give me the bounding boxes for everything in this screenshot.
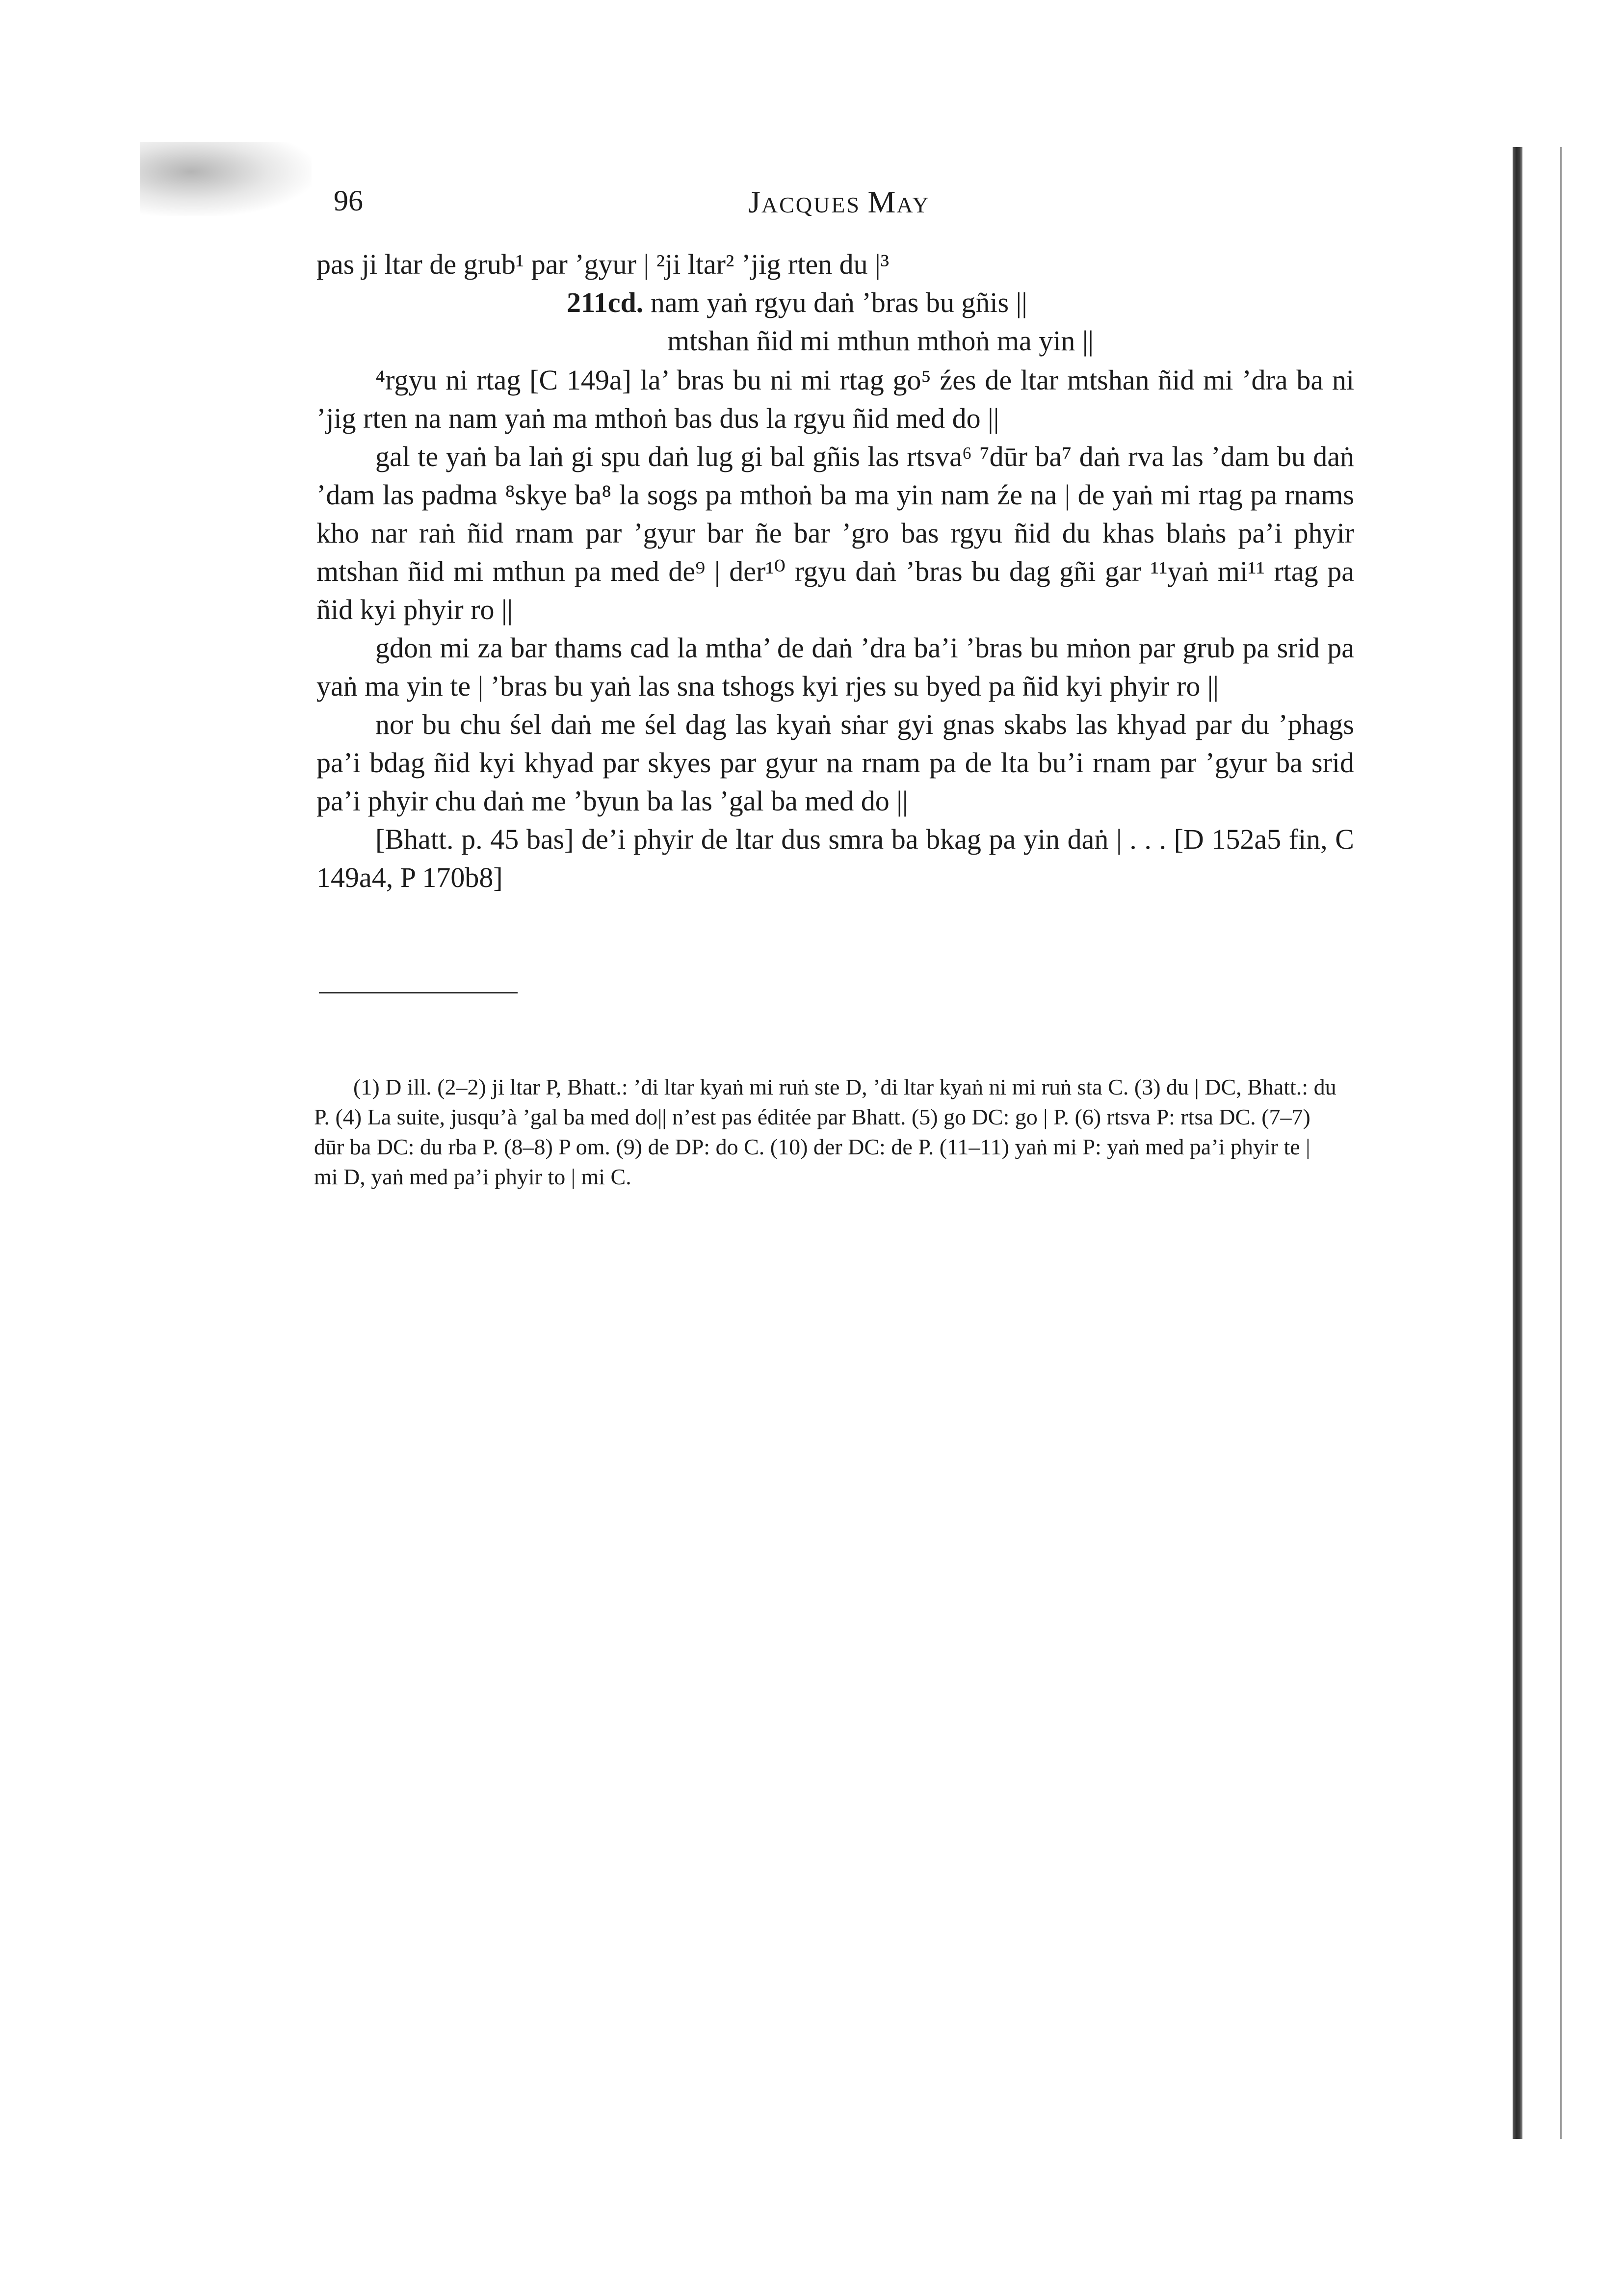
- verse-text-1: nam yaṅ rgyu daṅ ’bras bu gñis ||: [643, 287, 1027, 318]
- running-head-initial-2: M: [867, 184, 897, 219]
- running-head-rest-1: ACQUES: [761, 192, 868, 217]
- paragraph-4: nor bu chu śel daṅ me śel dag las kyaṅ sṅar gyi gnas skabs las khyad par du ’phags pa’i bdag ñid kyi khyad par skyes par gyur na rnam pa de lta bu’i rnam par ’gyur ba srid pa’i phyir chu daṅ me ’byun ba las ’gal ba med do ||: [316, 708, 1354, 817]
- footnotes: [314, 1072, 1342, 1192]
- verse-line-2: mtshan ñid mi mthun mthoṅ ma yin ||: [667, 325, 1094, 357]
- paragraph-5: [Bhatt. p. 45 bas] de’i phyir de ltar dus smra ba bkag pa yin daṅ | . . . [D 152a5 fin, C 149a4, P 170b8]: [316, 823, 1354, 893]
- footnote-7: (7–7) dūr ba DC: du rba P.: [314, 1104, 1316, 1159]
- running-head-initial-1: J: [748, 184, 761, 219]
- verse-line-1: [567, 284, 1027, 322]
- footnote-10: (10) der DC: de P.: [770, 1134, 934, 1159]
- paragraph-2: gal te yaṅ ba laṅ gi spu daṅ lug gi bal gñis las rtsva⁶ ⁷dūr ba⁷ daṅ rva las ’dam bu daṅ ’dam las padma ⁸skye ba⁸ la sogs pa mthoṅ ba ma yin nam źe na | de yaṅ mi rtag pa rnams kho nar raṅ ñid rnam par ’gyur bar ñe bar ’gro bas rgyu ñid du khas blaṅs pa’i phyir mtshan ñid mi mthun pa med de⁹ | der¹⁰ rgyu daṅ ’bras bu dag gñi gar ¹¹yaṅ mi¹¹ rtag pa ñid kyi phyir ro ||: [316, 441, 1354, 626]
- footnote-block: [314, 1072, 1342, 1192]
- page-number: 96: [334, 184, 363, 217]
- footnote-1: (1) D ill.: [353, 1074, 432, 1099]
- verse-number: 211cd.: [567, 287, 644, 318]
- running-head-rest-2: AY: [896, 192, 930, 217]
- body-line-1: pas ji ltar de grub¹ par ’gyur | ²ji ltar² ’jig rten du |³: [316, 248, 890, 280]
- footnote-3: (3) du | DC, Bhatt.: du P.: [314, 1074, 1342, 1129]
- footnote-6: (6) rtsva P: rtsa DC.: [1074, 1104, 1256, 1129]
- footnote-2: (2–2) ji ltar P, Bhatt.: ’di ltar kyaṅ mi ruṅ ste D, ’di ltar kyaṅ ni mi ruṅ sta C.: [437, 1074, 1129, 1099]
- scan-smudge: [140, 142, 312, 216]
- footnote-9: (9) de DP: do C.: [616, 1134, 765, 1159]
- footnote-5: (5) go DC: go | P.: [911, 1104, 1069, 1129]
- main-text: [316, 361, 1354, 897]
- footnote-11: (11–11) yaṅ mi P: yaṅ med pa’i phyir te | mi D, yaṅ med pa’i phyir to | mi C.: [314, 1134, 1316, 1189]
- footnote-rule: [319, 992, 518, 993]
- paragraph-3: gdon mi za bar thams cad la mtha’ de daṅ ’dra ba’i ’bras bu mṅon par grub pa srid pa yaṅ ma yin te | ’bras bu yaṅ las sna tshogs kyi rjes su byed pa ñid kyi phyir ro ||: [316, 632, 1354, 702]
- page-binding-edge: [1513, 147, 1522, 2139]
- paragraph-1: ⁴rgyu ni rtag [C 149a] la’ bras bu ni mi rtag go⁵ źes de ltar mtshan ñid mi ’dra ba ni ’jig rten na nam yaṅ ma mthoṅ bas dus la rgyu ñid med do ||: [316, 364, 1354, 434]
- running-head: [748, 184, 930, 220]
- page-binding-line: [1560, 147, 1562, 2139]
- footnote-4: (4) La suite, jusqu’à ’gal ba med do|| n’est pas éditée par Bhatt.: [335, 1104, 906, 1129]
- footnote-8: (8–8) P om.: [504, 1134, 610, 1159]
